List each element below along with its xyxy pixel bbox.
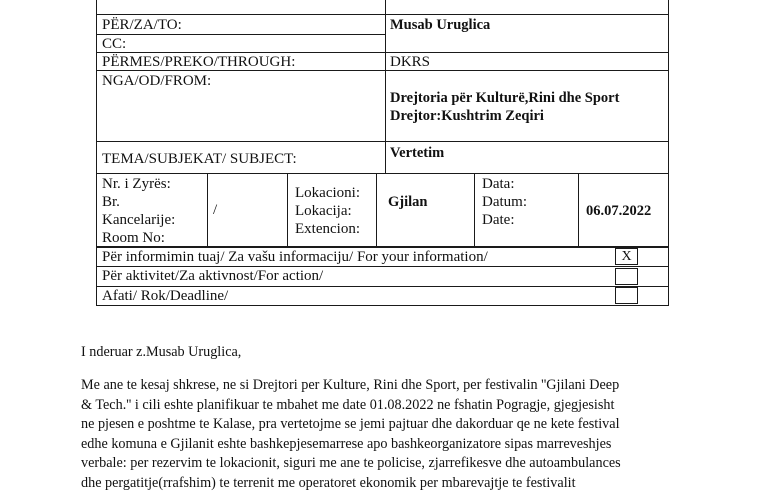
date-value: 06.07.2022 <box>586 203 652 219</box>
from-label: NGA/OD/FROM: <box>102 73 212 89</box>
col-divider <box>96 246 97 306</box>
through-label: PËRMES/PREKO/THROUGH: <box>102 54 296 70</box>
to-value: Musab Uruglica <box>390 17 491 33</box>
from-director: Drejtor:Kushtrim Zeqiri <box>390 108 544 124</box>
body-line: ne pjesen e poshtme te Kalase, pra vertetojme se jemi pajtuar dhe dakorduar qe ne kete festival <box>81 416 620 432</box>
body-line: dhe pergatitje(rrafshim) te terrenit me operatoret ekonomik per mbarevajtje te festivalit <box>81 474 576 491</box>
subject-value: Vertetim <box>390 145 445 161</box>
subject-label: TEMA/SUBJEKAT/ SUBJECT: <box>102 151 297 167</box>
office-label-2: Br. <box>102 194 120 210</box>
through-value: DKRS <box>390 54 431 70</box>
letter-body <box>81 376 686 493</box>
body-line: edhe komuna e Gjilanit eshte bashkepjesemarrese apo bashkeorganizatore sipas marreveshjes <box>81 435 612 452</box>
cc-label: CC: <box>102 36 127 52</box>
body-line: & Tech.'' i cili eshte planifikuar te mbahet me date 01.08.2022 ne fshatin Pogragje, gjegjesisht <box>81 396 615 413</box>
row-divider <box>96 266 669 267</box>
date-label-1: Data: <box>482 176 515 192</box>
row-divider <box>96 286 669 287</box>
col-divider <box>474 173 475 246</box>
row-divider <box>96 141 669 142</box>
row-divider <box>96 14 669 15</box>
row-divider <box>96 52 669 53</box>
table-frame <box>96 0 669 248</box>
row-divider <box>96 34 386 35</box>
to-label: PËR/ZA/TO: <box>102 17 182 33</box>
row-divider <box>96 173 669 174</box>
action-label: Afati/ Rok/Deadline/ <box>102 288 229 304</box>
row-divider <box>96 305 669 306</box>
location-label-2: Lokacija: <box>295 203 352 219</box>
col-divider <box>578 173 579 246</box>
col-divider <box>207 173 208 246</box>
col-divider <box>385 0 386 173</box>
location-label-1: Lokacioni: <box>295 185 360 201</box>
office-label-3: Kancelarije: <box>102 212 176 228</box>
location-label-3: Extencion: <box>295 221 360 237</box>
body-line: Me ane te kesaj shkrese, ne si Drejtori per Kulture, Rini dhe Sport, per festivalin ''Gjilani Deep <box>81 377 620 393</box>
from-department: Drejtoria për Kulturë,Rini dhe Sport <box>390 90 620 106</box>
letter-greeting: I nderuar z.Musab Uruglica, <box>81 344 242 360</box>
action-checkbox[interactable] <box>615 268 638 285</box>
office-label-1: Nr. i Zyrës: <box>102 176 171 192</box>
information-checkbox[interactable]: X <box>615 248 638 265</box>
body-line: verbale: per rezervim te lokacionit, siguri me ane te policise, zjarrefikesve dhe autoambulances <box>81 455 621 471</box>
office-label-4: Room No: <box>102 230 165 246</box>
location-value: Gjilan <box>388 194 428 210</box>
col-divider <box>287 173 288 246</box>
deadline-checkbox[interactable] <box>615 287 638 304</box>
row-divider <box>96 246 669 247</box>
date-label-2: Datum: <box>482 194 527 210</box>
col-divider <box>376 173 377 246</box>
action-label: Për aktivitet/Za aktivnost/For action/ <box>102 268 324 284</box>
office-value: / <box>213 202 218 218</box>
action-label: Për informimin tuaj/ Za vašu informaciju/ For your information/ <box>102 249 488 265</box>
date-label-3: Date: <box>482 212 515 228</box>
col-divider <box>668 246 669 306</box>
